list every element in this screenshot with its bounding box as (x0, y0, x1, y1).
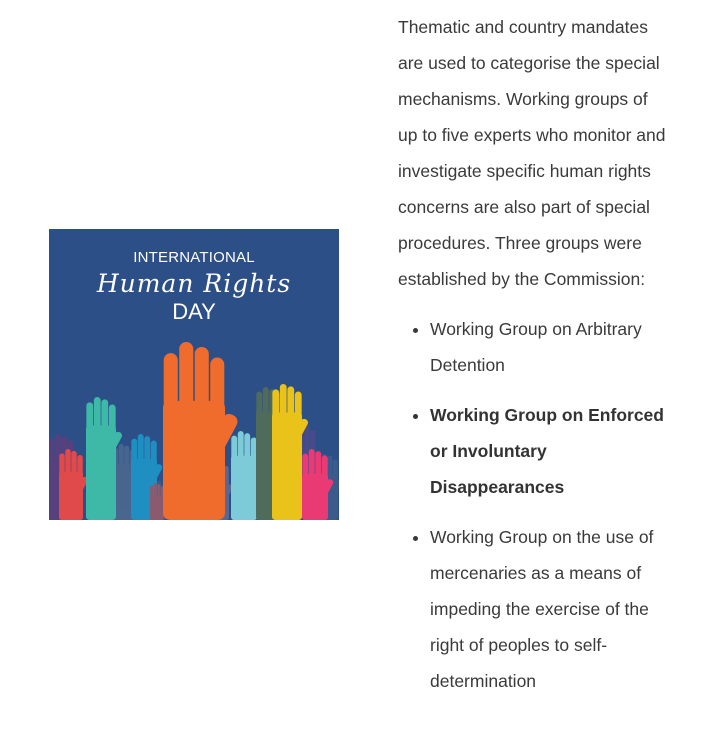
banner-line-human-rights: Human Rights (96, 269, 292, 298)
list-item-enforced-disappearances: • Working Group on Enforced or Involuntary Disappearances (430, 397, 666, 505)
banner-line-day: DAY (172, 299, 216, 324)
list-item-mercenaries: • Working Group on the use of mercenaries as a means of impeding the exercise of the right of peoples to self-determination (430, 519, 666, 699)
article-body (398, 9, 666, 713)
banner-line-international: INTERNATIONAL (133, 249, 255, 266)
image-banner (49, 247, 339, 325)
human-rights-day-image (49, 229, 339, 520)
intro-paragraph: Thematic and country mandates are used to categorise the special mechanisms. Working groups of up to five experts who monitor and investigate specific human rights concerns are also part of special procedures. Three groups were established by the Commission: (398, 17, 666, 289)
working-groups-list (398, 311, 666, 699)
list-item-arbitrary-detention: • Working Group on Arbitrary Detention (430, 311, 666, 383)
